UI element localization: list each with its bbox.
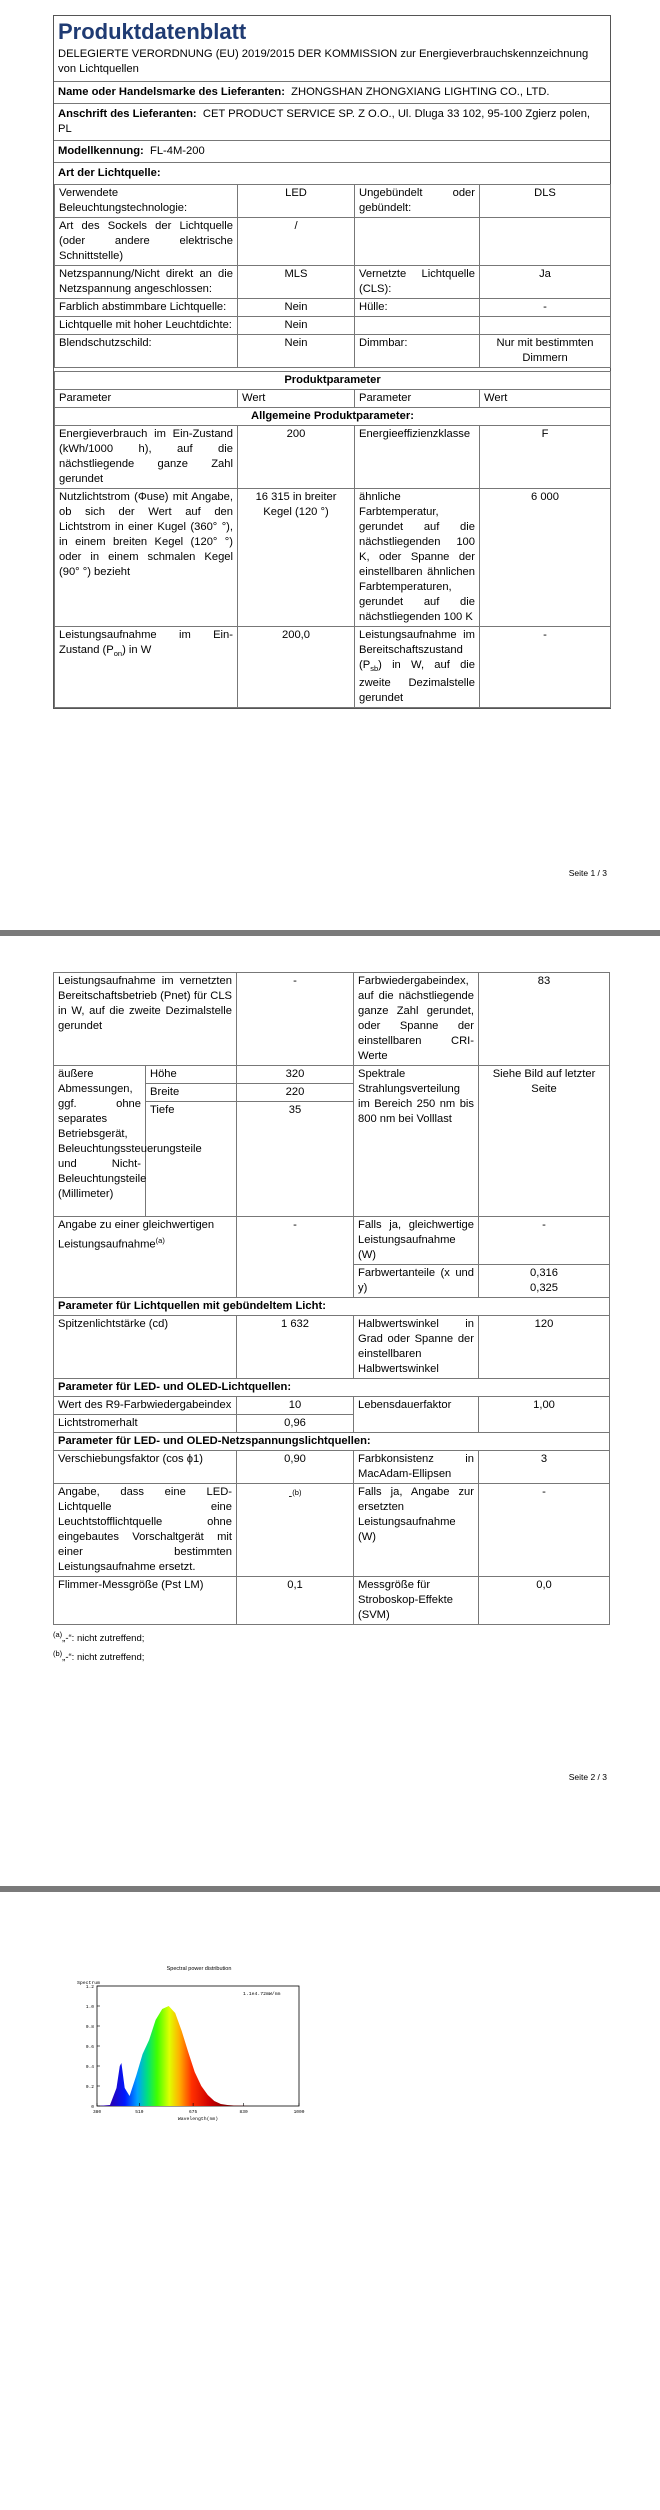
col-value-header: Wert [480,390,611,408]
chart-annotation: 1.1e4.72mW/nm [243,1992,281,1997]
param-value: - [480,299,611,317]
param-label: Netzspannung/Nicht direkt an die Netzspannung angeschlossen: [55,266,238,299]
spd-label: Spektrale Strahlungsverteilung im Bereich 250 nm bis 800 nm bei Volllast [354,1066,479,1217]
survival-factor-value: 1,00 [479,1397,610,1433]
param-value: Nein [238,317,355,335]
param-value: Nein [238,299,355,317]
y-axis-label: Spectrum [77,1981,101,1986]
model-label: Modellkennung: [58,145,144,157]
equiv-power-label: Falls ja, gleichwertige Leistungsaufnahme (W) [354,1217,479,1265]
peak-intensity-label: Spitzenlichtstärke (cd) [54,1316,237,1379]
page-number: Seite 2 / 3 [568,1772,607,1782]
type-row [55,317,611,335]
chromaticity-value: 0,316 0,325 [479,1265,610,1298]
general-params-heading: Allgemeine Produktparameter: [55,408,611,426]
cri-value: 83 [479,973,610,1066]
standby-net-value: - [237,973,354,1066]
datasheet-frame [53,15,611,709]
param-value: - [480,627,611,708]
equiv-power-indicator-label: Angabe zu einer gleichwertigen Leistungsaufnahme$^{(a)}$ [54,1217,237,1298]
y-tick-label: 0.4 [85,2065,94,2070]
param-label [355,317,480,335]
col-param-header: Parameter [355,390,480,408]
stroboscopic-label: Messgröße für Stroboskop-Effekte (SVM) [354,1577,479,1625]
y-tick-label: 1.0 [85,2005,94,2010]
type-row [55,218,611,266]
param-label: ähnliche Farbtemperatur, gerundet auf die nächstliegenden 100 K, oder Spanne der einstellbaren ähnlichen Farbtemperaturen, gerundet auf die nächstliegenden 100 K [355,489,480,627]
param-label: Energieeffizienzklasse [355,426,480,489]
supplier-address-row [54,104,610,141]
product-parameters-table-2 [53,972,610,1625]
param-label: Farblich abstimmbare Lichtquelle: [55,299,238,317]
dim-height-name: Höhe [146,1066,237,1084]
param-label: Verwendete Beleuchtungstechnologie: [55,185,238,218]
param-value: MLS [238,266,355,299]
chart-title: Spectral power distribution [166,1966,232,1972]
dimensions-label: äußere Abmessungen, ggf. ohne separates Betriebsgerät, Beleuchtungssteuerungsteile und Nicht-Beleuchtungsteile (Millimeter) [54,1066,146,1217]
datasheet-page-2 [0,936,660,1886]
supplier-address-label: Anschrift des Lieferanten: [58,108,197,120]
dim-depth-value: 35 [237,1102,354,1217]
param-label: Lichtquelle mit hoher Leuchtdichte: [55,317,238,335]
replaced-power-value: - [479,1484,610,1577]
peak-intensity-value: 1 632 [237,1316,354,1379]
spectrum-svg [73,1962,325,2128]
r9-value: 10 [237,1397,354,1415]
param-value: / [238,218,355,266]
supplier-address: CET PRODUCT SERVICE SP. Z O.O., Ul. Dluga 33 102, 95-100 Zgierz polen, PL [58,108,591,135]
datasheet-page-1 [0,0,660,930]
param-label: Nutzlichtstrom (Φuse) mit Angabe, ob sich der Wert auf den Lichtstrom in einer Kugel (360° °), in einem breiten Kegel (120° °) oder in einem schmalen Kegel (90° °) bezieht [55,489,238,627]
type-row [55,266,611,299]
fl-replacement-label: Angabe, dass eine LED-Lichtquelle eine Leuchtstofflichtquelle ohne eingebautes Vorschaltgerät mit einer bestimmten Leistungsaufnahme ersetzt. [54,1484,237,1577]
survival-factor-label: Lebensdauerfaktor [354,1397,479,1433]
equiv-power-indicator-value: - [237,1217,354,1298]
col-param-header: Parameter [55,390,238,408]
type-row [55,335,611,368]
datasheet-page-3 [0,1892,660,2510]
col-value-header: Wert [238,390,355,408]
standby-net-label: Leistungsaufnahme im vernetzten Bereitschaftsbetrieb (Pnet) für CLS in W, auf die zweite Dezimalstelle gerundet [54,973,237,1066]
dim-width-name: Breite [146,1084,237,1102]
replaced-power-label: Falls ja, Angabe zur ersetzten Leistungsaufnahme (W) [354,1484,479,1577]
regulation-text: DELEGIERTE VERORDNUNG (EU) 2019/2015 DER KOMMISSION zur Energieverbrauchskennzeichnung von Lichtquellen [54,47,610,82]
param-label: Dimmbar: [355,335,480,368]
supplier-name-row [54,82,610,104]
param-value: Nur mit bestimmten Dimmern [480,335,611,368]
beam-angle-label: Halbwertswinkel in Grad oder Spanne der einstellbaren Halbwertswinkel [354,1316,479,1379]
x-axis-label: Wavelength(nm) [177,2117,219,2122]
dim-depth-name: Tiefe [146,1102,237,1217]
param-value: Ja [480,266,611,299]
x-tick-label: 510 [135,2110,144,2115]
light-source-type-table [54,184,611,368]
r9-label: Wert des R9-Farbwiedergabeindex [54,1397,237,1415]
type-heading: Art der Lichtquelle: [58,167,161,179]
param-value [480,218,611,266]
x-tick-label: 1000 [293,2110,305,2115]
x-tick-label: 380 [92,2110,102,2115]
led-heading: Parameter für LED- und OLED-Lichtquellen: [54,1379,610,1397]
dim-width-value: 220 [237,1084,354,1102]
general-param-row [55,426,611,489]
dim-height-value: 320 [237,1066,354,1084]
type-row [55,185,611,218]
flicker-value: 0,1 [237,1577,354,1625]
spectrum-chart [73,1962,325,2128]
cri-label: Farbwiedergabeindex, auf die nächstliegende ganze Zahl gerundet, oder Spanne der einstellbaren CRI-Werte [354,973,479,1066]
product-parameters-table [54,371,611,708]
y-tick-label: 0.6 [85,2045,94,2050]
param-label: Hülle: [355,299,480,317]
equiv-power-value: - [479,1217,610,1265]
macadam-value: 3 [479,1451,610,1484]
footnote-b: $^{(b)}$„-“: nicht zutreffend; [53,1649,145,1664]
beam-angle-value: 120 [479,1316,610,1379]
type-row [55,299,611,317]
flicker-label: Flimmer-Messgröße (Pst LM) [54,1577,237,1625]
param-value: 200,0 [238,627,355,708]
page-number: Seite 1 / 3 [568,868,607,878]
lumen-maintenance-label: Lichtstromerhalt [54,1415,237,1433]
supplier-name-label: Name oder Handelsmarke des Lieferanten: [58,86,285,98]
macadam-label: Farbkonsistenz in MacAdam-Ellipsen [354,1451,479,1484]
footnote-a: $^{(a)}$„-“: nicht zutreffend; [53,1630,145,1645]
param-value: 200 [238,426,355,489]
fl-replacement-value: -$^{(b)}$ [237,1484,354,1577]
y-tick-label: 0 [91,2105,94,2110]
param-value: DLS [480,185,611,218]
model-row [54,141,610,163]
model-id: FL-4M-200 [149,145,205,157]
datasheet-frame [53,972,609,1665]
param-label: Blendschutzschild: [55,335,238,368]
stroboscopic-value: 0,0 [479,1577,610,1625]
x-tick-label: 830 [239,2110,248,2115]
x-tick-label: 675 [189,2110,198,2115]
power-factor-label: Verschiebungsfaktor (cos ϕ1) [54,1451,237,1484]
param-label: Leistungsaufnahme im Ein-Zustand $(P_{on})$ in W [55,627,238,708]
page-title: Produktdatenblatt [58,19,247,44]
dls-heading: Parameter für Lichtquellen mit gebündeltem Licht: [54,1298,610,1316]
param-label: Art des Sockels der Lichtquelle (oder andere elektrische Schnittstelle) [55,218,238,266]
mls-heading: Parameter für LED- und OLED-Netzspannungslichtquellen: [54,1433,610,1451]
y-tick-label: 1.2 [85,1985,94,1990]
chromaticity-label: Farbwertanteile (x und y) [354,1265,479,1298]
y-tick-label: 0.8 [85,2025,94,2030]
param-label [355,218,480,266]
general-param-row [55,627,611,708]
param-label: Energieverbrauch im Ein-Zustand (kWh/1000 h), auf die nächstliegende ganze Zahl gerundet [55,426,238,489]
supplier-name: ZHONGSHAN ZHONGXIANG LIGHTING CO., LTD. [291,86,550,98]
param-value: F [480,426,611,489]
param-value: 16 315 in breiter Kegel (120 °) [238,489,355,627]
y-tick-label: 0.2 [85,2085,94,2090]
spd-value: Siehe Bild auf letzter Seite [479,1066,610,1217]
lumen-maintenance-value: 0,96 [237,1415,354,1433]
param-label: Ungebündelt oder gebündelt: [355,185,480,218]
param-value [480,317,611,335]
param-label: Vernetzte Lichtquelle (CLS): [355,266,480,299]
param-value: Nein [238,335,355,368]
param-label: Leistungsaufnahme im Bereitschaftszustand $(P_{sb})$ in W, auf die zweite Dezimalstelle gerundet [355,627,480,708]
param-value: LED [238,185,355,218]
params-heading: Produktparameter [55,372,611,390]
general-param-row [55,489,611,627]
param-value: 6 000 [480,489,611,627]
power-factor-value: 0,90 [237,1451,354,1484]
